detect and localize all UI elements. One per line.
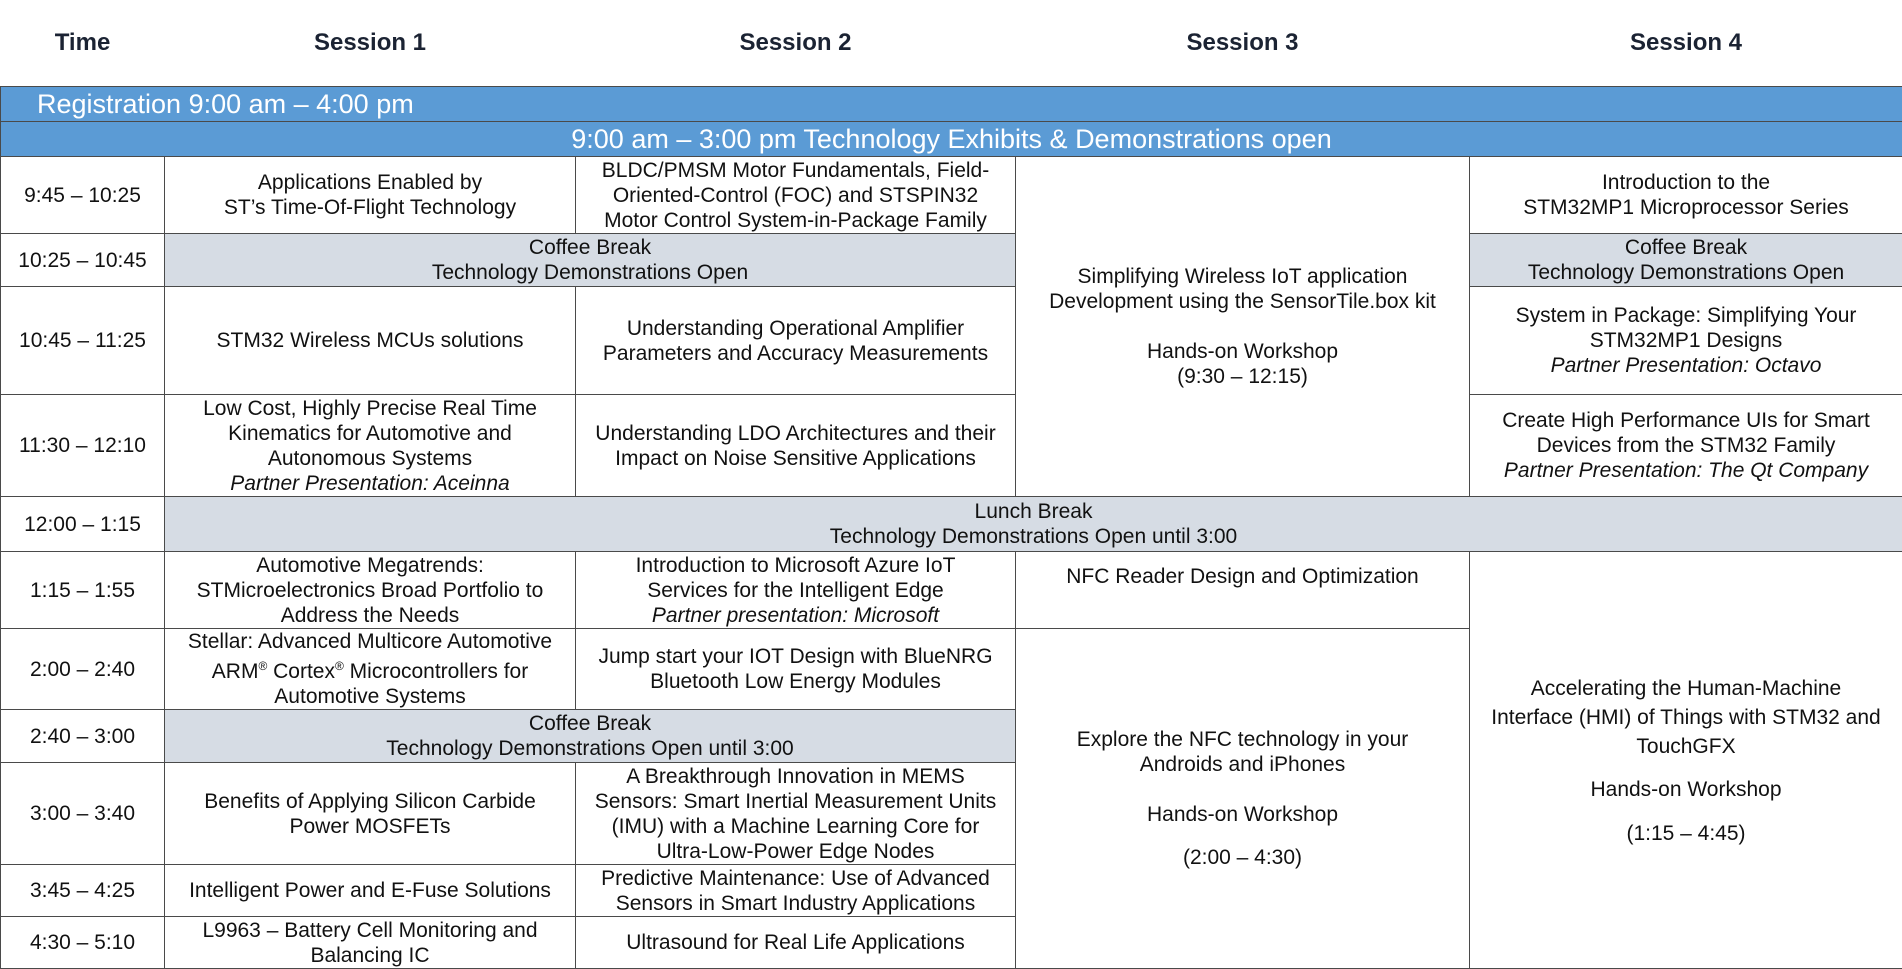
session-cell [1016, 552, 1470, 629]
partner-label: Partner Presentation: The Qt Company [1474, 458, 1898, 483]
session-cell [165, 917, 576, 969]
session-title: Automotive Megatrends: [169, 553, 571, 578]
session-title: Devices from the STM32 Family [1474, 433, 1898, 458]
break-subtitle: Technology Demonstrations Open [169, 260, 1011, 285]
session-title: Introduction to Microsoft Azure IoT [580, 553, 1011, 578]
session-cell [1470, 287, 1902, 395]
session-cell [165, 157, 576, 234]
workshop-time: (2:00 – 4:30) [1020, 845, 1465, 870]
exhibits-banner: 9:00 am – 3:00 pm Technology Exhibits & Demonstrations open [1, 122, 1902, 157]
session-title: Create High Performance UIs for Smart [1474, 408, 1898, 433]
coffee-break-cell [165, 234, 1016, 287]
time-cell: 10:45 – 11:25 [1, 287, 165, 395]
workshop-sensortile [1016, 157, 1470, 497]
session-title: Bluetooth Low Energy Modules [580, 669, 1011, 694]
partner-label: Partner Presentation: Aceinna [169, 471, 571, 496]
coffee-break-cell [165, 710, 1016, 763]
session-cell [576, 287, 1016, 395]
session-title: Intelligent Power and E-Fuse Solutions [169, 878, 571, 903]
header-session-2: Session 2 [576, 0, 1016, 87]
microcontrollers-text: Microcontrollers for [344, 660, 528, 683]
partner-label: Partner Presentation: Octavo [1474, 353, 1898, 378]
time-cell: 1:15 – 1:55 [1, 552, 165, 629]
session-title: Kinematics for Automotive and [169, 421, 571, 446]
time-cell: 3:00 – 3:40 [1, 763, 165, 865]
coffee-break-cell [1470, 234, 1902, 287]
table-row [1, 287, 1902, 395]
exhibits-row [1, 122, 1902, 157]
header-session-1: Session 1 [165, 0, 576, 87]
time-cell: 9:45 – 10:25 [1, 157, 165, 234]
session-title: Stellar: Advanced Multicore Automotive [169, 629, 571, 654]
workshop-type: Hands-on Workshop [1020, 339, 1465, 364]
workshop-title: TouchGFX [1474, 732, 1898, 761]
workshop-title: Development using the SensorTile.box kit [1020, 289, 1465, 314]
session-title: Services for the Intelligent Edge [580, 578, 1011, 603]
session-title: Motor Control System-in-Package Family [580, 208, 1011, 233]
session-cell [576, 552, 1016, 629]
registered-mark: ® [258, 659, 267, 673]
session-title: BLDC/PMSM Motor Fundamentals, Field- [580, 158, 1011, 183]
time-cell: 10:25 – 10:45 [1, 234, 165, 287]
session-title: NFC Reader Design and Optimization [1020, 564, 1465, 589]
workshop-type: Hands-on Workshop [1474, 777, 1898, 802]
session-cell [165, 287, 576, 395]
workshop-touchgfx [1470, 552, 1902, 969]
workshop-title: Androids and iPhones [1020, 752, 1465, 777]
workshop-time: (9:30 – 12:15) [1020, 364, 1465, 389]
session-title: Benefits of Applying Silicon Carbide [169, 789, 571, 814]
workshop-title: Accelerating the Human-Machine [1474, 674, 1898, 703]
time-cell: 2:00 – 2:40 [1, 629, 165, 710]
session-title: Understanding Operational Amplifier [580, 316, 1011, 341]
time-cell: 4:30 – 5:10 [1, 917, 165, 969]
break-subtitle: Technology Demonstrations Open until 3:00 [169, 524, 1898, 549]
time-cell: 3:45 – 4:25 [1, 865, 165, 917]
workshop-nfc [1016, 629, 1470, 969]
session-title: Ultra-Low-Power Edge Nodes [580, 839, 1011, 864]
session-cell [1470, 395, 1902, 497]
break-title: Coffee Break [1474, 235, 1898, 260]
session-title: Ultrasound for Real Life Applications [580, 930, 1011, 955]
session-title: Impact on Noise Sensitive Applications [580, 446, 1011, 471]
time-cell: 12:00 – 1:15 [1, 497, 165, 552]
session-cell [576, 395, 1016, 497]
session-title: ST’s Time-Of-Flight Technology [169, 195, 571, 220]
session-title: Predictive Maintenance: Use of Advanced [580, 866, 1011, 891]
session-title: Sensors in Smart Industry Applications [580, 891, 1011, 916]
table-row [1, 157, 1902, 234]
partner-label: Partner presentation: Microsoft [580, 603, 1011, 628]
session-cell [165, 629, 576, 710]
break-subtitle: Technology Demonstrations Open until 3:00 [169, 736, 1011, 761]
session-cell [576, 763, 1016, 865]
session-title: L9963 – Battery Cell Monitoring and [169, 918, 571, 943]
session-cell [165, 552, 576, 629]
session-cell [576, 865, 1016, 917]
session-cell [165, 763, 576, 865]
registration-banner: Registration 9:00 am – 4:00 pm [1, 87, 1902, 122]
time-cell: 2:40 – 3:00 [1, 710, 165, 763]
session-title: A Breakthrough Innovation in MEMS [580, 764, 1011, 789]
session-cell [576, 917, 1016, 969]
session-title: STMicroelectronics Broad Portfolio to [169, 578, 571, 603]
session-title: Oriented-Control (FOC) and STSPIN32 [580, 183, 1011, 208]
session-cell [165, 395, 576, 497]
header-session-3: Session 3 [1016, 0, 1470, 87]
break-title: Lunch Break [169, 499, 1898, 524]
session-title: Understanding LDO Architectures and their [580, 421, 1011, 446]
session-title: STM32 Wireless MCUs solutions [169, 328, 571, 353]
table-row [1, 552, 1902, 629]
lunch-break-cell [165, 497, 1902, 552]
break-title: Coffee Break [169, 235, 1011, 260]
session-title: Autonomous Systems [169, 446, 571, 471]
session-cell [165, 865, 576, 917]
header-time: Time [1, 0, 165, 87]
workshop-title: Interface (HMI) of Things with STM32 and [1474, 703, 1898, 732]
session-title: Address the Needs [169, 603, 571, 628]
arm-text: ARM [212, 660, 259, 683]
session-title: Low Cost, Highly Precise Real Time [169, 396, 571, 421]
session-title [169, 654, 571, 684]
break-title: Coffee Break [169, 711, 1011, 736]
session-title: Parameters and Accuracy Measurements [580, 341, 1011, 366]
session-title: Applications Enabled by [169, 170, 571, 195]
registration-row [1, 87, 1902, 122]
session-title: System in Package: Simplifying Your [1474, 303, 1898, 328]
workshop-title: Explore the NFC technology in your [1020, 727, 1465, 752]
header-session-4: Session 4 [1470, 0, 1902, 87]
session-title: Jump start your IOT Design with BlueNRG [580, 644, 1011, 669]
session-cell [576, 157, 1016, 234]
session-title: Introduction to the [1474, 170, 1898, 195]
session-cell [576, 629, 1016, 710]
break-subtitle: Technology Demonstrations Open [1474, 260, 1898, 285]
workshop-title: Simplifying Wireless IoT application [1020, 264, 1465, 289]
registered-mark: ® [335, 659, 344, 673]
cortex-text: Cortex [267, 660, 335, 683]
table-row [1, 234, 1902, 287]
session-title: Sensors: Smart Inertial Measurement Units [580, 789, 1011, 814]
session-cell [1470, 157, 1902, 234]
session-title: Automotive Systems [169, 684, 571, 709]
session-title: Power MOSFETs [169, 814, 571, 839]
table-row [1, 497, 1902, 552]
session-title: (IMU) with a Machine Learning Core for [580, 814, 1011, 839]
workshop-type: Hands-on Workshop [1020, 802, 1465, 827]
session-title: STM32MP1 Designs [1474, 328, 1898, 353]
time-cell: 11:30 – 12:10 [1, 395, 165, 497]
header-row [1, 0, 1902, 87]
session-title: Balancing IC [169, 943, 571, 968]
table-row [1, 395, 1902, 497]
session-title: STM32MP1 Microprocessor Series [1474, 195, 1898, 220]
workshop-time: (1:15 – 4:45) [1474, 821, 1898, 846]
